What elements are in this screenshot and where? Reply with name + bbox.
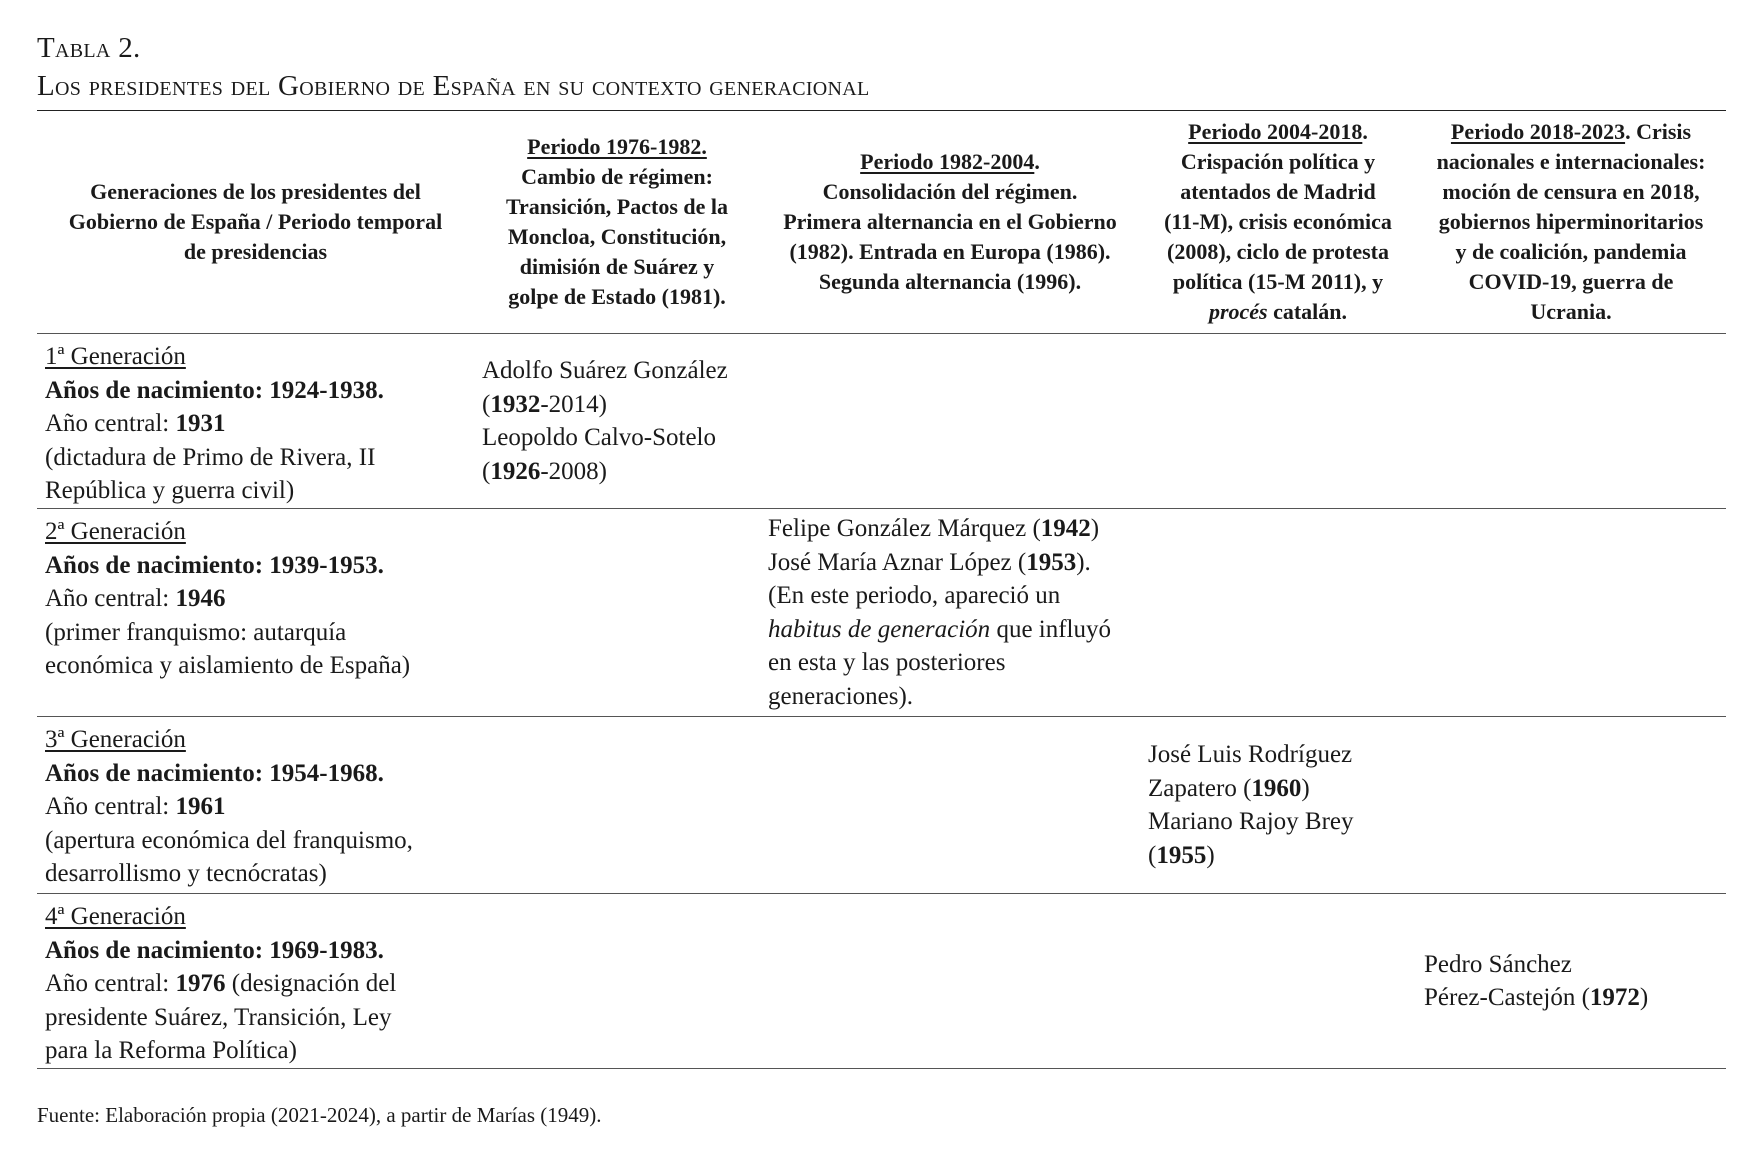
text-segment: Mariano Rajoy Brey <box>1148 808 1354 835</box>
text-segment: catalán. <box>1267 299 1348 324</box>
text-line <box>768 147 1132 177</box>
text-line <box>45 549 466 583</box>
text-line <box>45 616 466 650</box>
text-segment: -2014) <box>540 390 607 418</box>
generation-cell <box>37 509 474 717</box>
text-segment: de presidencias <box>183 239 328 264</box>
text-segment: Zapatero ( <box>1148 774 1252 802</box>
text-segment: 1931 <box>175 410 226 437</box>
text-segment: (En este periodo, apareció un <box>768 582 1061 609</box>
text-segment: José María Aznar López ( <box>768 548 1027 576</box>
text-line <box>1148 738 1408 772</box>
empty-cell <box>1140 509 1416 717</box>
text-segment: ) <box>1301 774 1310 802</box>
text-line <box>1148 297 1408 327</box>
text-segment: 1955 <box>1156 841 1207 869</box>
text-segment: Cambio de régimen: <box>521 164 713 189</box>
text-line <box>482 162 752 192</box>
text-line <box>1148 839 1408 873</box>
text-segment: Año central: <box>45 410 176 437</box>
text-line <box>482 388 752 422</box>
text-line <box>45 1001 466 1035</box>
text-segment: (11-M), crisis económica <box>1164 209 1392 234</box>
text-segment: desarrollismo y tecnócratas) <box>45 860 327 887</box>
empty-cell <box>474 509 760 717</box>
text-line <box>45 237 466 267</box>
text-line <box>768 177 1132 207</box>
generation-cell <box>37 717 474 894</box>
text-line <box>45 1034 466 1068</box>
text-segment: Moncloa, Constitución, <box>507 224 727 249</box>
text-segment: dimisión de Suárez y <box>519 254 715 279</box>
text-line <box>1148 237 1408 267</box>
text-segment: Pedro Sánchez <box>1424 950 1572 978</box>
text-segment: Generaciones de los presidentes del <box>90 179 421 204</box>
text-segment: procés <box>1208 299 1268 324</box>
text-line <box>1424 948 1718 982</box>
text-line <box>1424 147 1718 177</box>
text-segment: Periodo 1982-2004 <box>860 149 1035 174</box>
empty-cell <box>1140 894 1416 1069</box>
text-segment: Leopoldo Calvo-Sotelo <box>482 424 716 451</box>
header-period-1976-1982 <box>474 111 760 334</box>
text-line <box>768 237 1132 267</box>
empty-cell <box>474 894 760 1069</box>
text-line <box>768 267 1132 297</box>
text-line <box>45 967 466 1001</box>
text-line <box>482 354 752 388</box>
text-line <box>45 441 466 475</box>
president-cell <box>1416 894 1726 1069</box>
empty-cell <box>1416 717 1726 894</box>
text-line <box>45 900 466 934</box>
text-line <box>45 407 466 441</box>
text-line <box>482 222 752 252</box>
text-segment: Transición, Pactos de la <box>505 194 729 219</box>
text-line <box>45 207 466 237</box>
header-generations <box>37 111 474 334</box>
text-line <box>45 934 466 968</box>
text-segment: 1976 <box>175 970 226 997</box>
text-line <box>45 177 466 207</box>
text-segment: generaciones). <box>768 682 914 710</box>
text-line <box>1148 147 1408 177</box>
text-line <box>45 649 466 683</box>
text-segment: (1982). Entrada en Europa (1986). <box>789 239 1111 264</box>
text-segment: . <box>1362 119 1368 144</box>
text-line <box>482 455 752 489</box>
text-line <box>482 132 752 162</box>
table-row <box>37 509 1726 717</box>
text-segment: Año central: <box>45 970 176 997</box>
table-row <box>37 894 1726 1069</box>
text-segment: Años de nacimiento: 1924-1938. <box>45 376 384 404</box>
text-segment: Primera alternancia en el Gobierno <box>783 209 1117 234</box>
text-segment: Gobierno de España / Periodo temporal <box>68 209 443 234</box>
empty-cell <box>760 717 1140 894</box>
header-row <box>37 111 1726 334</box>
text-segment: política (15-M 2011), y <box>1172 269 1384 294</box>
president-cell <box>1140 717 1416 894</box>
generations-table <box>37 110 1726 1069</box>
text-segment: . Crisis <box>1625 119 1692 144</box>
text-segment: Crispación política y <box>1180 149 1376 174</box>
text-segment: 4ª Generación <box>45 903 186 930</box>
text-line <box>768 546 1132 580</box>
source-note: Fuente: Elaboración propia (2021-2024), a partir de Marías (1949). <box>37 1103 602 1127</box>
empty-cell <box>1140 334 1416 509</box>
text-segment: 1ª Generación <box>45 343 186 370</box>
text-line <box>45 757 466 791</box>
text-segment: ( <box>1148 841 1157 869</box>
text-line <box>45 790 466 824</box>
text-segment: Felipe González Márquez ( <box>768 515 1041 542</box>
text-segment: 3ª Generación <box>45 726 186 753</box>
text-segment: . <box>1034 149 1040 174</box>
empty-cell <box>760 334 1140 509</box>
empty-cell <box>760 894 1140 1069</box>
text-segment: ( <box>482 457 491 485</box>
text-segment: Pérez-Castejón ( <box>1424 984 1590 1011</box>
text-segment: Años de nacimiento: 1954-1968. <box>45 759 384 787</box>
text-segment: (apertura económica del franquismo, <box>45 826 413 854</box>
text-line <box>45 824 466 858</box>
text-line <box>1148 207 1408 237</box>
empty-cell <box>1416 334 1726 509</box>
text-line <box>768 646 1132 680</box>
text-segment: (primer franquismo: autarquía <box>45 618 347 646</box>
text-line <box>1424 207 1718 237</box>
text-segment: República y guerra civil) <box>45 477 295 504</box>
text-line <box>1424 981 1718 1015</box>
text-segment: José Luis Rodríguez <box>1148 741 1353 768</box>
text-line <box>45 723 466 757</box>
text-segment: 1926 <box>490 457 541 485</box>
text-segment: 1960 <box>1251 774 1302 802</box>
text-line <box>1424 117 1718 147</box>
text-segment: nacionales e internacionales: <box>1436 149 1706 174</box>
table-row <box>37 717 1726 894</box>
text-line <box>45 374 466 408</box>
text-segment: Periodo 2004-2018 <box>1188 119 1363 144</box>
text-line <box>1424 297 1718 327</box>
text-segment: ) <box>1206 841 1215 869</box>
text-segment: ) <box>1639 984 1649 1011</box>
text-segment: 1972 <box>1589 984 1640 1011</box>
text-line <box>482 192 752 222</box>
text-segment: Periodo 1976-1982. <box>527 134 707 159</box>
text-line <box>1148 177 1408 207</box>
text-segment: económica y aislamiento de España) <box>45 652 411 679</box>
text-segment: Segunda alternancia (1996). <box>818 269 1082 294</box>
text-segment: Años de nacimiento: 1969-1983. <box>45 936 384 964</box>
text-line <box>1148 805 1408 839</box>
text-segment: 1946 <box>175 585 226 612</box>
text-segment: para la Reforma Política) <box>45 1037 297 1064</box>
text-segment: y de coalición, pandemia <box>1455 239 1687 264</box>
text-segment: (designación del <box>225 970 397 997</box>
text-segment: presidente Suárez, Transición, Ley <box>45 1003 392 1031</box>
header-period-1982-2004 <box>760 111 1140 334</box>
header-period-2004-2018 <box>1140 111 1416 334</box>
text-line <box>45 582 466 616</box>
text-line <box>1424 177 1718 207</box>
text-line <box>45 474 466 508</box>
text-segment: Año central: <box>45 793 176 820</box>
generation-cell <box>37 334 474 509</box>
text-segment: ). <box>1076 548 1091 576</box>
text-segment: habitus de generación <box>768 615 991 643</box>
text-line <box>1424 237 1718 267</box>
text-segment: Ucrania. <box>1530 299 1612 324</box>
text-segment: (2008), ciclo de protesta <box>1167 239 1389 264</box>
empty-cell <box>1416 509 1726 717</box>
text-segment: COVID-19, guerra de <box>1468 269 1674 294</box>
text-segment: 1942 <box>1040 515 1091 542</box>
text-segment: ) <box>1090 515 1100 542</box>
text-line <box>482 282 752 312</box>
text-line <box>482 252 752 282</box>
text-segment: Año central: <box>45 585 176 612</box>
text-line <box>1148 117 1408 147</box>
text-line <box>768 680 1132 714</box>
text-line <box>482 421 752 455</box>
text-segment: gobiernos hiperminoritarios <box>1438 209 1704 234</box>
text-line <box>45 515 466 549</box>
text-line <box>1148 267 1408 297</box>
text-segment: -2008) <box>540 457 607 485</box>
text-segment: 1953 <box>1026 548 1077 576</box>
text-segment: golpe de Estado (1981). <box>508 284 726 309</box>
president-cell <box>474 334 760 509</box>
text-line <box>1424 267 1718 297</box>
text-segment: Años de nacimiento: 1939-1953. <box>45 551 384 579</box>
text-segment: Consolidación del régimen. <box>822 179 1078 204</box>
header-period-2018-2023 <box>1416 111 1726 334</box>
table-label: Tabla 2. <box>37 32 141 64</box>
text-segment: moción de censura en 2018, <box>1442 179 1700 204</box>
text-segment: ( <box>482 390 491 418</box>
text-line <box>45 340 466 374</box>
text-line <box>768 207 1132 237</box>
text-segment: (dictadura de Primo de Rivera, II <box>45 443 376 471</box>
table-caption: Los presidentes del Gobierno de España en su contexto generacional <box>37 70 870 102</box>
text-segment: Periodo 2018-2023 <box>1450 119 1626 144</box>
generation-cell <box>37 894 474 1069</box>
text-segment: 2ª Generación <box>45 518 186 545</box>
empty-cell <box>474 717 760 894</box>
text-segment: atentados de Madrid <box>1180 179 1376 204</box>
text-segment: en esta y las posteriores <box>768 649 1006 676</box>
text-segment: 1961 <box>175 793 226 820</box>
text-segment: que influyó <box>990 615 1112 643</box>
text-segment: 1932 <box>490 390 541 418</box>
text-segment: Adolfo Suárez González <box>482 357 728 384</box>
text-line <box>768 613 1132 647</box>
table-row <box>37 334 1726 509</box>
president-cell <box>760 509 1140 717</box>
text-line <box>45 857 466 891</box>
text-line <box>1148 772 1408 806</box>
text-line <box>768 512 1132 546</box>
text-line <box>768 579 1132 613</box>
